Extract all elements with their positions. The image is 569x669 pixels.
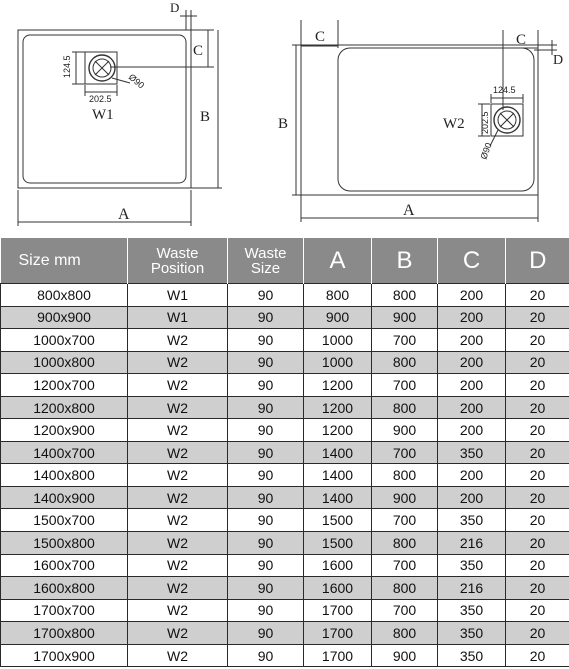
cell-waste-size: 90: [228, 622, 304, 645]
cell-c: 216: [438, 532, 506, 555]
cell-b: 800: [372, 396, 438, 419]
cell-c: 200: [438, 284, 506, 307]
cell-a: 1600: [304, 577, 372, 600]
header-a: A: [304, 238, 372, 284]
cell-waste-position: W1: [128, 306, 228, 329]
w2-offset-vertical: 202.5: [480, 111, 490, 134]
cell-b: 900: [372, 419, 438, 442]
cell-c: 200: [438, 329, 506, 352]
w2-label-c-right: C: [516, 32, 527, 48]
cell-size: 1400x800: [1, 464, 128, 487]
table-row: [1, 396, 569, 419]
cell-a: 1200: [304, 396, 372, 419]
cell-a: 1000: [304, 329, 372, 352]
table-body: [1, 284, 569, 667]
cell-waste-position: W2: [128, 351, 228, 374]
cell-waste-position: W2: [128, 396, 228, 419]
header-b: B: [372, 238, 438, 284]
table-header-row: [1, 238, 569, 284]
w1-waste-diameter: Ø90: [126, 71, 147, 91]
cell-waste-size: 90: [228, 577, 304, 600]
w2-label-b: B: [278, 116, 289, 132]
cell-waste-size: 90: [228, 441, 304, 464]
cell-a: 1400: [304, 486, 372, 509]
table-row: [1, 329, 569, 352]
cell-waste-size: 90: [228, 464, 304, 487]
table-row: [1, 486, 569, 509]
cell-waste-position: W2: [128, 329, 228, 352]
cell-size: 1700x700: [1, 599, 128, 622]
cell-b: 900: [372, 644, 438, 667]
w1-label-a: A: [118, 206, 130, 223]
cell-waste-size: 90: [228, 419, 304, 442]
cell-b: 700: [372, 329, 438, 352]
cell-waste-position: W2: [128, 464, 228, 487]
cell-a: 900: [304, 306, 372, 329]
cell-waste-size: 90: [228, 396, 304, 419]
cell-waste-position: W2: [128, 644, 228, 667]
cell-c: 200: [438, 419, 506, 442]
cell-c: 350: [438, 599, 506, 622]
cell-c: 200: [438, 374, 506, 397]
cell-a: 1700: [304, 644, 372, 667]
cell-waste-size: 90: [228, 532, 304, 555]
cell-c: 216: [438, 577, 506, 600]
table-row: [1, 599, 569, 622]
cell-d: 20: [506, 622, 569, 645]
cell-b: 700: [372, 441, 438, 464]
header-c: C: [438, 238, 506, 284]
header-waste-position: Waste Position: [128, 238, 228, 284]
shower-tray-diagram: [0, 0, 569, 238]
cell-a: 1700: [304, 599, 372, 622]
w1-waste-label: W1: [92, 107, 114, 123]
cell-b: 900: [372, 486, 438, 509]
cell-size: 1000x700: [1, 329, 128, 352]
cell-a: 1500: [304, 509, 372, 532]
cell-d: 20: [506, 532, 569, 555]
cell-b: 800: [372, 351, 438, 374]
cell-b: 800: [372, 622, 438, 645]
cell-waste-size: 90: [228, 509, 304, 532]
w2-label-d: D: [553, 53, 564, 68]
cell-b: 800: [372, 464, 438, 487]
cell-waste-position: W1: [128, 284, 228, 307]
table-row: [1, 554, 569, 577]
w1-offset-vertical: 124.5: [62, 55, 72, 78]
w2-waste-label: W2: [443, 116, 465, 132]
cell-a: 800: [304, 284, 372, 307]
cell-d: 20: [506, 306, 569, 329]
cell-size: 1400x700: [1, 441, 128, 464]
cell-c: 350: [438, 509, 506, 532]
table-row: [1, 419, 569, 442]
cell-size: 1500x700: [1, 509, 128, 532]
w1-label-b: B: [200, 109, 211, 125]
cell-size: 1000x800: [1, 351, 128, 374]
tray-w2-basin: [338, 48, 534, 191]
cell-waste-position: W2: [128, 622, 228, 645]
cell-waste-position: W2: [128, 509, 228, 532]
cell-c: 350: [438, 622, 506, 645]
cell-waste-position: W2: [128, 577, 228, 600]
cell-d: 20: [506, 509, 569, 532]
cell-waste-size: 90: [228, 284, 304, 307]
cell-a: 1200: [304, 374, 372, 397]
cell-waste-size: 90: [228, 644, 304, 667]
cell-size: 1200x800: [1, 396, 128, 419]
cell-waste-position: W2: [128, 599, 228, 622]
cell-b: 700: [372, 554, 438, 577]
cell-size: 1500x800: [1, 532, 128, 555]
tray-w2-outline: [301, 45, 538, 195]
cell-d: 20: [506, 396, 569, 419]
cell-a: 1600: [304, 554, 372, 577]
cell-d: 20: [506, 599, 569, 622]
w1-label-c: C: [193, 43, 204, 59]
cell-c: 200: [438, 486, 506, 509]
cell-waste-size: 90: [228, 374, 304, 397]
cell-size: 1400x900: [1, 486, 128, 509]
w1-offset-horizontal: 202.5: [89, 94, 112, 104]
w2-waste-diameter: Ø90: [478, 141, 494, 161]
cell-waste-position: W2: [128, 532, 228, 555]
cell-waste-size: 90: [228, 351, 304, 374]
cell-d: 20: [506, 644, 569, 667]
header-size: Size mm: [1, 238, 128, 284]
header-d: D: [506, 238, 569, 284]
cell-a: 1000: [304, 351, 372, 374]
cell-a: 1400: [304, 464, 372, 487]
cell-a: 1700: [304, 622, 372, 645]
cell-b: 700: [372, 374, 438, 397]
cell-size: 900x900: [1, 306, 128, 329]
cell-c: 200: [438, 306, 506, 329]
cell-waste-position: W2: [128, 374, 228, 397]
table-row: [1, 351, 569, 374]
w2-offset-horizontal: 124.5: [493, 85, 516, 95]
cell-d: 20: [506, 351, 569, 374]
table-row: [1, 577, 569, 600]
cell-waste-position: W2: [128, 441, 228, 464]
cell-waste-position: W2: [128, 554, 228, 577]
cell-waste-position: W2: [128, 486, 228, 509]
table-row: [1, 284, 569, 307]
cell-b: 800: [372, 284, 438, 307]
cell-size: 1700x800: [1, 622, 128, 645]
cell-size: 1200x700: [1, 374, 128, 397]
table-row: [1, 644, 569, 667]
cell-c: 200: [438, 396, 506, 419]
table-row: [1, 441, 569, 464]
cell-d: 20: [506, 486, 569, 509]
cell-d: 20: [506, 441, 569, 464]
cell-size: 1600x700: [1, 554, 128, 577]
cell-b: 900: [372, 306, 438, 329]
header-waste-size: Waste Size: [228, 238, 304, 284]
cell-d: 20: [506, 464, 569, 487]
cell-b: 700: [372, 509, 438, 532]
cell-c: 200: [438, 464, 506, 487]
cell-d: 20: [506, 419, 569, 442]
cell-b: 800: [372, 532, 438, 555]
cell-waste-position: W2: [128, 419, 228, 442]
cell-b: 800: [372, 577, 438, 600]
table-row: [1, 306, 569, 329]
cell-c: 350: [438, 554, 506, 577]
w2-label-a: A: [403, 202, 415, 219]
cell-d: 20: [506, 374, 569, 397]
cell-waste-size: 90: [228, 306, 304, 329]
table-row: [1, 509, 569, 532]
cell-waste-size: 90: [228, 599, 304, 622]
cell-size: 1700x900: [1, 644, 128, 667]
cell-c: 200: [438, 351, 506, 374]
cell-c: 350: [438, 441, 506, 464]
cell-a: 1400: [304, 441, 372, 464]
cell-c: 350: [438, 644, 506, 667]
w1-label-d: D: [170, 0, 180, 15]
table-row: [1, 532, 569, 555]
waste-w1-box: [85, 52, 117, 84]
cell-d: 20: [506, 284, 569, 307]
cell-a: 1500: [304, 532, 372, 555]
table-row: [1, 374, 569, 397]
w2-label-c-left: C: [315, 29, 326, 45]
cell-waste-size: 90: [228, 329, 304, 352]
cell-d: 20: [506, 577, 569, 600]
cell-size: 1200x900: [1, 419, 128, 442]
cell-size: 1600x800: [1, 577, 128, 600]
specification-table: [0, 238, 569, 667]
cell-d: 20: [506, 329, 569, 352]
cell-b: 700: [372, 599, 438, 622]
cell-d: 20: [506, 554, 569, 577]
cell-waste-size: 90: [228, 554, 304, 577]
cell-waste-size: 90: [228, 486, 304, 509]
cell-size: 800x800: [1, 284, 128, 307]
cell-a: 1200: [304, 419, 372, 442]
table-row: [1, 622, 569, 645]
table-row: [1, 464, 569, 487]
